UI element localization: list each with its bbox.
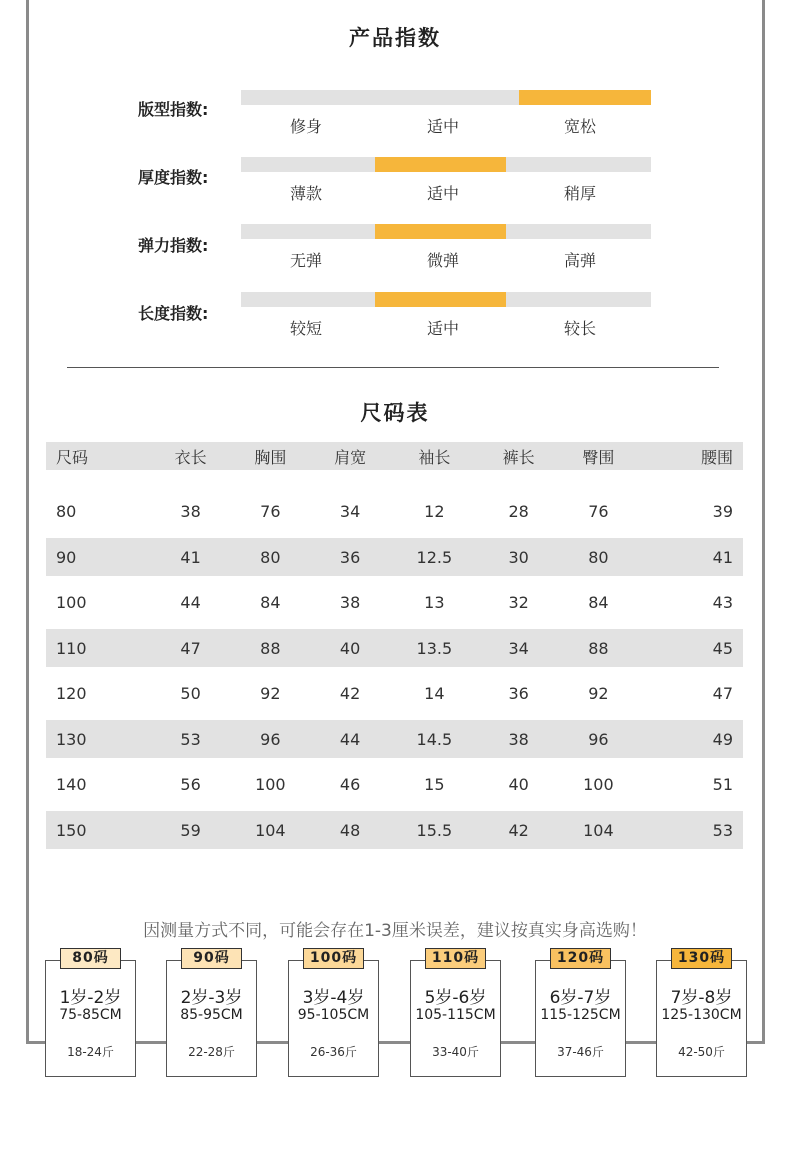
index-seg-fit-2	[519, 90, 651, 105]
size-chart-title: 尺码表	[360, 401, 430, 425]
table-cell: 84	[260, 593, 281, 612]
age-card-height: 85-95CM	[180, 1007, 243, 1023]
table-cell: 42	[339, 684, 361, 703]
index-label-elasticity: 弹力指数:	[138, 236, 209, 255]
table-cell: 42	[479, 811, 559, 849]
header-shoulder: 肩宽	[310, 442, 390, 470]
frame-bottom-border	[26, 1041, 765, 1044]
table-cell: 96	[230, 720, 310, 758]
table-cell: 45	[638, 629, 743, 667]
table-row	[46, 811, 743, 849]
table-cell: 36	[310, 538, 390, 576]
frame-right-border	[762, 0, 765, 1044]
size-table-header	[46, 442, 743, 470]
table-cell: 100	[583, 775, 614, 794]
age-card-weight: 26-36斤	[310, 1045, 357, 1059]
table-cell: 34	[479, 629, 559, 667]
table-cell: 80	[230, 538, 310, 576]
table-cell: 15	[424, 775, 445, 794]
index-bar-length	[241, 292, 651, 307]
table-cell: 40	[508, 775, 529, 794]
frame-left-border	[26, 0, 29, 1044]
index-option-fit-1: 适中	[426, 117, 459, 136]
table-cell: 120	[56, 684, 87, 703]
table-row	[46, 667, 743, 720]
index-label-thickness: 厚度指数:	[138, 168, 209, 187]
header-chest: 胸围	[230, 442, 310, 470]
index-bar-fit	[241, 90, 651, 105]
table-cell: 30	[479, 538, 559, 576]
age-card-years: 2岁-3岁	[180, 988, 243, 1008]
header-waist: 腰围	[638, 442, 743, 470]
table-cell: 92	[260, 684, 281, 703]
age-card-years: 3岁-4岁	[302, 988, 365, 1008]
header-garment-length: 衣长	[151, 442, 231, 470]
table-cell: 13.5	[390, 629, 479, 667]
table-cell: 38	[339, 593, 361, 612]
table-cell: 130	[46, 720, 151, 758]
table-cell: 47	[712, 684, 733, 703]
index-option-length-2: 较长	[563, 319, 596, 338]
index-label-length: 长度指数:	[138, 304, 209, 323]
age-card-110	[410, 960, 501, 1077]
table-cell: 41	[151, 538, 231, 576]
age-card-height: 95-105CM	[297, 1007, 370, 1023]
age-card-years: 1岁-2岁	[59, 988, 122, 1008]
age-card-100	[288, 960, 379, 1077]
index-option-fit-0: 修身	[289, 117, 322, 136]
age-card-weight: 42-50斤	[678, 1045, 725, 1059]
table-cell: 104	[559, 811, 639, 849]
age-badge-120: 120码	[550, 948, 611, 969]
age-card-height: 105-115CM	[415, 1007, 496, 1023]
table-cell: 44	[180, 593, 201, 612]
table-row	[46, 720, 743, 758]
index-option-fit-2: 宽松	[563, 117, 596, 136]
index-option-length-0: 较短	[289, 319, 322, 338]
index-option-thickness-0: 薄款	[289, 184, 322, 203]
table-cell: 32	[508, 593, 529, 612]
header-hip: 臀围	[559, 442, 639, 470]
header-size: 尺码	[46, 442, 151, 470]
table-cell: 38	[479, 720, 559, 758]
table-cell: 100	[255, 775, 286, 794]
age-card-weight: 37-46斤	[557, 1045, 604, 1059]
age-badge-80: 80码	[60, 948, 121, 969]
table-cell: 92	[588, 684, 609, 703]
table-cell: 88	[230, 629, 310, 667]
index-label-fit: 版型指数:	[138, 100, 209, 119]
table-cell: 12.5	[390, 538, 479, 576]
age-card-height: 75-85CM	[59, 1007, 122, 1023]
table-cell: 34	[339, 502, 361, 521]
age-card-weight: 22-28斤	[188, 1045, 235, 1059]
age-badge-90: 90码	[181, 948, 242, 969]
table-cell: 50	[180, 684, 201, 703]
table-cell: 43	[712, 593, 733, 612]
table-cell: 90	[46, 538, 151, 576]
table-cell: 28	[508, 502, 529, 521]
table-cell: 14.5	[390, 720, 479, 758]
table-cell: 100	[56, 593, 87, 612]
table-cell: 46	[339, 775, 361, 794]
table-cell: 38	[180, 502, 201, 521]
table-cell: 15.5	[390, 811, 479, 849]
index-seg-length-1	[375, 292, 506, 307]
table-cell: 88	[559, 629, 639, 667]
table-cell: 13	[424, 593, 445, 612]
index-option-thickness-1: 适中	[426, 184, 459, 203]
age-badge-110: 110码	[425, 948, 486, 969]
table-row	[46, 485, 743, 538]
table-row	[46, 538, 743, 576]
table-row	[46, 576, 743, 629]
age-card-120	[535, 960, 626, 1077]
index-bar-elasticity	[241, 224, 651, 239]
table-row	[46, 629, 743, 667]
index-option-elasticity-2: 高弹	[563, 251, 596, 270]
section-divider	[67, 367, 719, 368]
age-card-130	[656, 960, 747, 1077]
table-cell: 14	[424, 684, 445, 703]
table-cell: 140	[56, 775, 87, 794]
product-index-title: 产品指数	[349, 26, 441, 50]
age-card-years: 5岁-6岁	[424, 988, 487, 1008]
index-option-elasticity-0: 无弹	[289, 251, 322, 270]
index-seg-elasticity-1	[375, 224, 506, 239]
table-cell: 41	[638, 538, 743, 576]
table-cell: 76	[588, 502, 609, 521]
table-cell: 80	[56, 502, 77, 521]
header-pants-length: 裤长	[479, 442, 559, 470]
table-cell: 150	[46, 811, 151, 849]
table-cell: 40	[310, 629, 390, 667]
table-cell: 44	[310, 720, 390, 758]
table-cell: 53	[151, 720, 231, 758]
age-card-weight: 33-40斤	[432, 1045, 479, 1059]
table-cell: 76	[260, 502, 281, 521]
size-table	[46, 442, 743, 849]
age-badge-130: 130码	[671, 948, 732, 969]
table-cell: 80	[559, 538, 639, 576]
age-card-years: 6岁-7岁	[549, 988, 612, 1008]
header-sleeve: 袖长	[390, 442, 479, 470]
index-bar-thickness	[241, 157, 651, 172]
table-row	[46, 758, 743, 811]
table-cell: 110	[46, 629, 151, 667]
index-option-thickness-2: 稍厚	[563, 184, 596, 203]
age-badge-100: 100码	[303, 948, 364, 969]
age-card-80	[45, 960, 136, 1077]
index-option-elasticity-1: 微弹	[426, 251, 459, 270]
table-cell: 12	[424, 502, 445, 521]
measurement-note: 因测量方式不同，可能会存在1-3厘米误差，建议按真实身高选购！	[143, 921, 647, 941]
table-cell: 59	[151, 811, 231, 849]
age-card-years: 7岁-8岁	[670, 988, 733, 1008]
table-cell: 104	[230, 811, 310, 849]
table-cell: 56	[180, 775, 201, 794]
table-cell: 84	[588, 593, 609, 612]
age-card-height: 125-130CM	[661, 1007, 742, 1023]
table-cell: 47	[151, 629, 231, 667]
index-option-length-1: 适中	[426, 319, 459, 338]
table-cell: 51	[712, 775, 733, 794]
age-card-weight: 18-24斤	[67, 1045, 114, 1059]
table-cell: 39	[712, 502, 733, 521]
table-cell: 53	[638, 811, 743, 849]
table-cell: 36	[508, 684, 529, 703]
table-cell: 49	[638, 720, 743, 758]
index-seg-thickness-1	[375, 157, 506, 172]
table-cell: 48	[310, 811, 390, 849]
table-cell: 96	[559, 720, 639, 758]
age-card-height: 115-125CM	[540, 1007, 621, 1023]
age-card-90	[166, 960, 257, 1077]
